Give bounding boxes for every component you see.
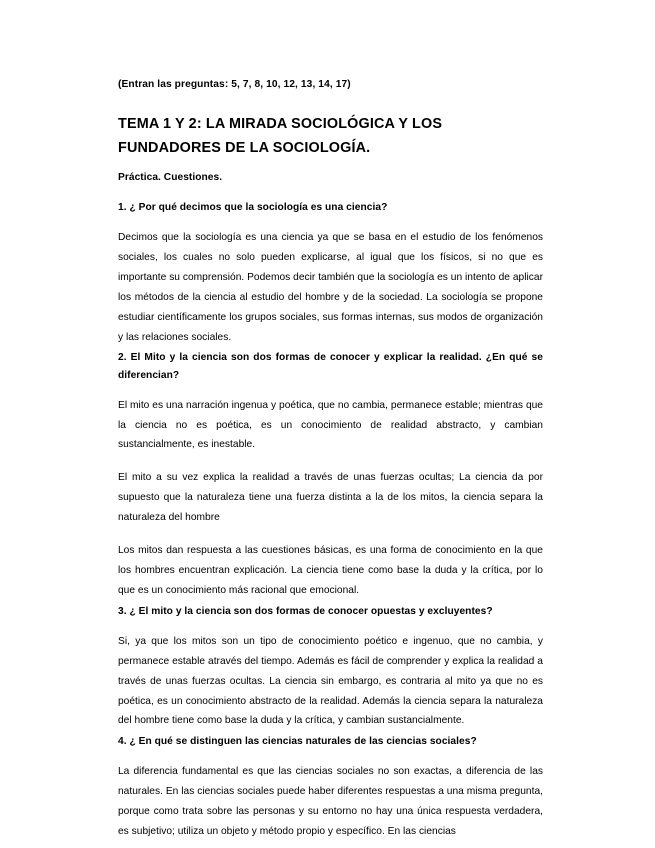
answer-2-paragraph-2: El mito a su vez explica la realidad a través de unas fuerzas ocultas; La ciencia da por supuesto que la naturaleza tiene una fuerza distinta a la de los mitos, la ciencia separa la naturaleza del hombre xyxy=(118,472,543,524)
page-title-line-2: FUNDADORES DE LA SOCIOLOGÍA. xyxy=(118,139,371,156)
document-body xyxy=(118,78,543,842)
question-3: 3. ¿ El mito y la ciencia son dos formas de conocer opuestas y excluyentes? xyxy=(118,605,493,617)
answer-1-paragraph-1: Decimos que la sociología es una ciencia ya que se basa en el estudio de los fenómenos sociales, los cuales no solo pueden explicarse, al igual que los físicos, si no que es importante su comprensión. Podemos decir también que la sociología es un intento de aplicar los métodos de la ciencia al estudio del hombre y de la sociedad. La sociología se propone estudiar científicamente los grupos sociales, sus formas internas, sus modos de organización y las relaciones sociales. xyxy=(118,232,543,343)
section-2 xyxy=(118,349,543,600)
section-subtitle: Práctica. Cuestiones. xyxy=(118,171,223,183)
section-3 xyxy=(118,603,543,732)
question-4: 4. ¿ En qué se distinguen las ciencias naturales de las ciencias sociales? xyxy=(118,736,477,748)
exam-questions-note: (Entran las preguntas: 5, 7, 8, 10, 12, 13, 14, 17) xyxy=(118,79,351,90)
question-2: 2. El Mito y la ciencia son dos formas de conocer y explicar la realidad. ¿En qué se diferencian? xyxy=(118,352,543,381)
page-title xyxy=(118,113,543,160)
section-1 xyxy=(118,199,543,347)
question-1: 1. ¿ Por qué decimos que la sociología es una ciencia? xyxy=(118,201,388,213)
answer-2-paragraph-1: El mito es una narración ingenua y poética, que no cambia, permanece estable; mientras que la ciencia no es poética, es un conocimiento de realidad abstracto, y cambian sustancialmente, es inestable. xyxy=(118,399,543,451)
page-title-line-1: TEMA 1 Y 2: LA MIRADA SOCIOLÓGICA Y LOS xyxy=(118,116,443,133)
answer-3-paragraph-1: Si, ya que los mitos son un tipo de conocimiento poético e ingenuo, que no cambia, y permanece estable através del tiempo. Además es fácil de comprender y explica la realidad a través de unas fuerzas ocultas. La ciencia sin embargo, es contraria al mito ya que no es poética, es un conocimiento abstracto de la realidad. Además la ciencia separa la naturaleza del hombre tiene como base la duda y la crítica, y cambian sustancialmente. xyxy=(118,635,543,727)
answer-4-paragraph-1: La diferencia fundamental es que las ciencias sociales no son exactas, a diferencia de las naturales. En las ciencias sociales puede haber diferentes respuestas a una misma pregunta, porque como trata sobre las personas y su entorno no hay una única respuesta verdadera, es subjetivo; utiliza un objeto y método propio y específico. En las ciencias xyxy=(118,766,543,838)
answer-2-paragraph-3: Los mitos dan respuesta a las cuestiones básicas, es una forma de conocimiento en la que los hombres encuentran explicación. La ciencia tiene como base la duda y la crítica, por lo que es un conocimiento más racional que emocional. xyxy=(118,545,543,596)
section-4 xyxy=(118,733,543,842)
